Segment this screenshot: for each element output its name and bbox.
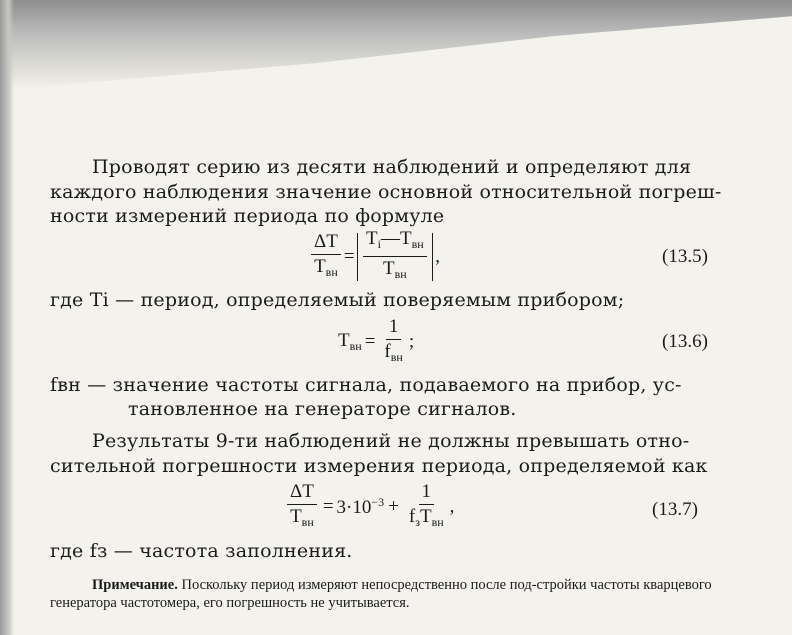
equation-number-13-6: (13.6) (662, 331, 708, 352)
equation-number-13-7: (13.7) (652, 499, 698, 520)
note-text (50, 576, 720, 612)
paragraph1-line3: ности измерений периода по формуле (50, 205, 445, 227)
eq13-7-tail: , (449, 496, 455, 517)
where-frequency-line1: fвн — значение частоты сигнала, подаваемого на прибор, ус- (50, 374, 682, 396)
eq13-5-abs-bar-right (432, 233, 434, 281)
eq13-7-equals: = (322, 496, 334, 517)
equation-13-7 (284, 481, 454, 533)
where-frequency-line2: тановленное на генераторе сигналов. (128, 398, 517, 420)
eq13-6-numerator: 1 (386, 316, 402, 340)
eq13-5-rhs-fraction (363, 228, 427, 285)
eq13-7-rhs-numerator: 1 (419, 481, 435, 505)
eq13-7-coefficient: $3\cdot 10^{-3}$ (336, 495, 385, 518)
where-period-line: где Ti — период, определяемый поверяемым прибором; (50, 289, 625, 311)
paragraph1-line2: каждого наблюдения значение основной относительной погреш- (50, 181, 722, 203)
eq13-6-fraction (381, 316, 405, 368)
eq13-5-lhs-numerator: ΔT (311, 231, 341, 255)
equation-13-6 (338, 316, 414, 368)
eq13-5-tail: , (435, 245, 440, 267)
eq13-7-rhs-fraction (406, 481, 447, 533)
eq13-7-lhs-denominator: $T_{вн}$ (290, 506, 314, 529)
eq13-5-rhs-numerator: $T_i—T_{вн}$ (363, 228, 427, 257)
note-body: Поскольку период измеряют непосредственно после под-стройки частоты кварцевого генератора частотомера, его погрешность не учитывается. (50, 577, 712, 611)
eq13-5-lhs-denominator: $T_{вн}$ (314, 255, 338, 279)
equation-number-13-5: (13.5) (662, 246, 708, 267)
note-label: Примечание. (92, 577, 178, 593)
paragraph1-line1: Проводят серию из десяти наблюдений и определяют для (92, 156, 692, 178)
eq13-5-abs-bar-left (357, 233, 359, 281)
eq13-6-tail: ; (408, 331, 415, 352)
eq13-5-lhs-fraction (311, 231, 341, 283)
eq13-7-lhs-numerator: ΔT (287, 481, 317, 505)
eq13-7-lhs-fraction (287, 481, 317, 533)
eq13-6-lhs: $T_{вн}$ (338, 330, 362, 353)
eq13-5-rhs-denominator: $T_{вн}$ (383, 258, 407, 281)
paragraph2-line1: Результаты 9-ти наблюдений не должны превышать отно- (92, 430, 690, 452)
eq13-6-equals: = (364, 331, 376, 352)
where-fill-frequency-line: где fз — частота заполнения. (50, 540, 353, 562)
eq13-7-plus: + (388, 496, 399, 517)
eq13-5-equals: = (343, 245, 355, 267)
equation-13-5 (308, 228, 440, 285)
eq13-6-denominator: $f_{вн}$ (384, 341, 403, 364)
paragraph2-line2: сительной погрешности измерения периода, определяемой как (50, 455, 708, 477)
note-block (50, 576, 720, 612)
eq13-7-rhs-denominator: $f_зT_{вн}$ (408, 506, 444, 529)
